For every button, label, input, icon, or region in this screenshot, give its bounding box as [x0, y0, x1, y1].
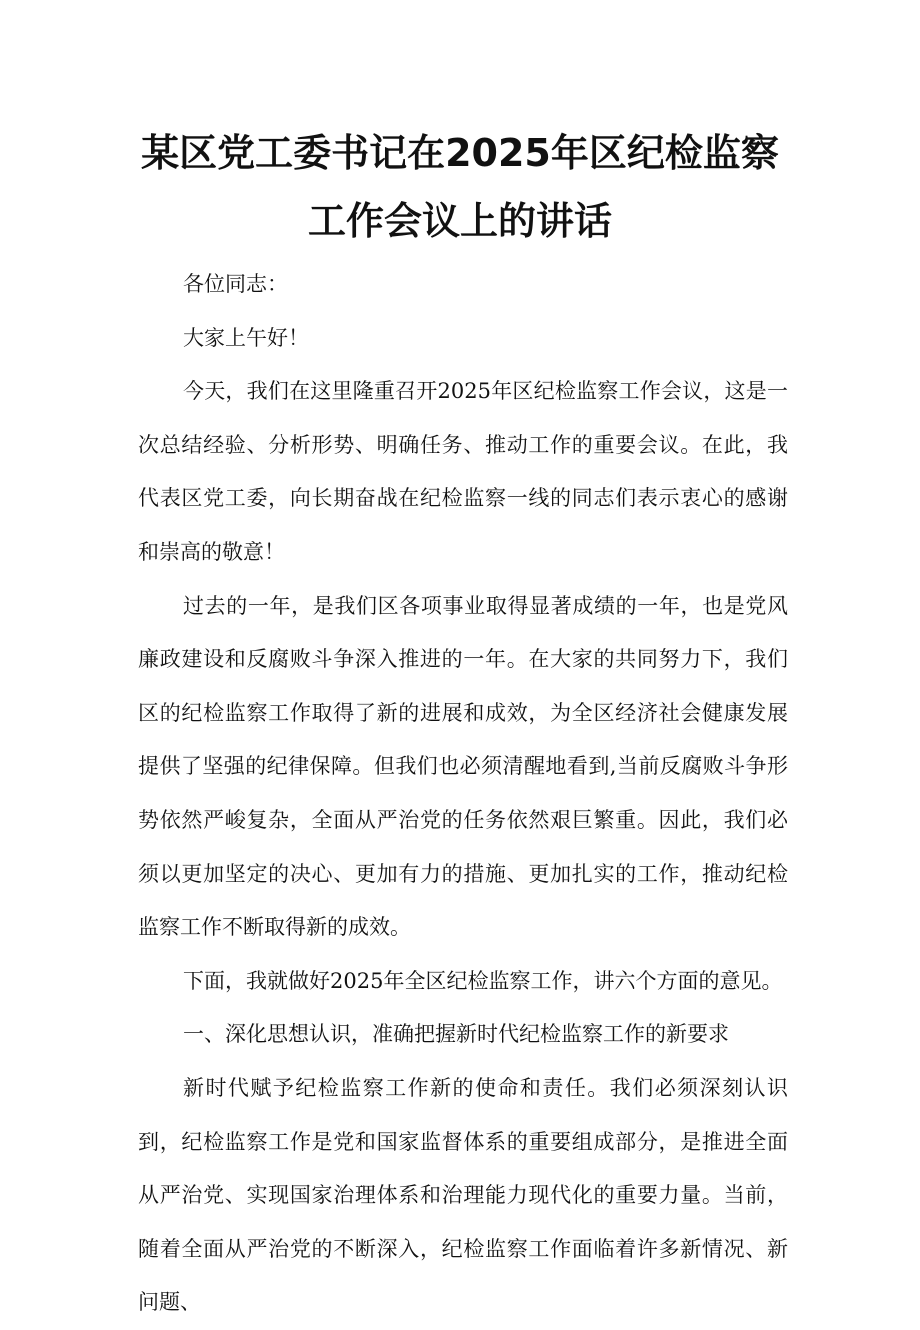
- body-paragraph: 今天，我们在这里隆重召开2025年区纪检监察工作会议，这是一次总结经验、分析形势、明确任务、推动工作的重要会议。在此，我代表区党工委，向长期奋战在纪检监察一线的同志们表示衷心的感谢和崇高的敬意！: [138, 379, 788, 564]
- greeting: 大家上午好！: [183, 325, 309, 350]
- body-paragraph: 新时代赋予纪检监察工作新的使命和责任。我们必须深刻认识到，纪检监察工作是党和国家监督体系的重要组成部分，是推进全面从严治党、实现国家治理体系和治理能力现代化的重要力量。当前，随着全面从严治党的不断深入，纪检监察工作面临着许多新情况、新问题、: [138, 1075, 788, 1315]
- document-body: [138, 258, 788, 1330]
- document-title-line-2: 工作会议上的讲话: [307, 199, 612, 243]
- body-paragraph: 过去的一年，是我们区各项事业取得显著成绩的一年，也是党风廉政建设和反腐败斗争深入推进的一年。在大家的共同努力下，我们区的纪检监察工作取得了新的进展和成效，为全区经济社会健康发展提供了坚强的纪律保障。但我们也必须清醒地看到,当前反腐败斗争形势依然严峻复杂，全面从严治党的任务依然艰巨繁重。因此，我们必须以更加坚定的决心、更加有力的措施、更加扎实的工作，推动纪检监察工作不断取得新的成效。: [138, 593, 788, 940]
- body-paragraph: 下面，我就做好2025年全区纪检监察工作，讲六个方面的意见。: [183, 968, 783, 993]
- section-heading: 一、深化思想认识，准确把握新时代纪检监察工作的新要求: [183, 1022, 729, 1047]
- salutation: 各位同志：: [183, 272, 288, 296]
- document-title-line-1: 某区党工委书记在2025年区纪检监察: [141, 131, 779, 175]
